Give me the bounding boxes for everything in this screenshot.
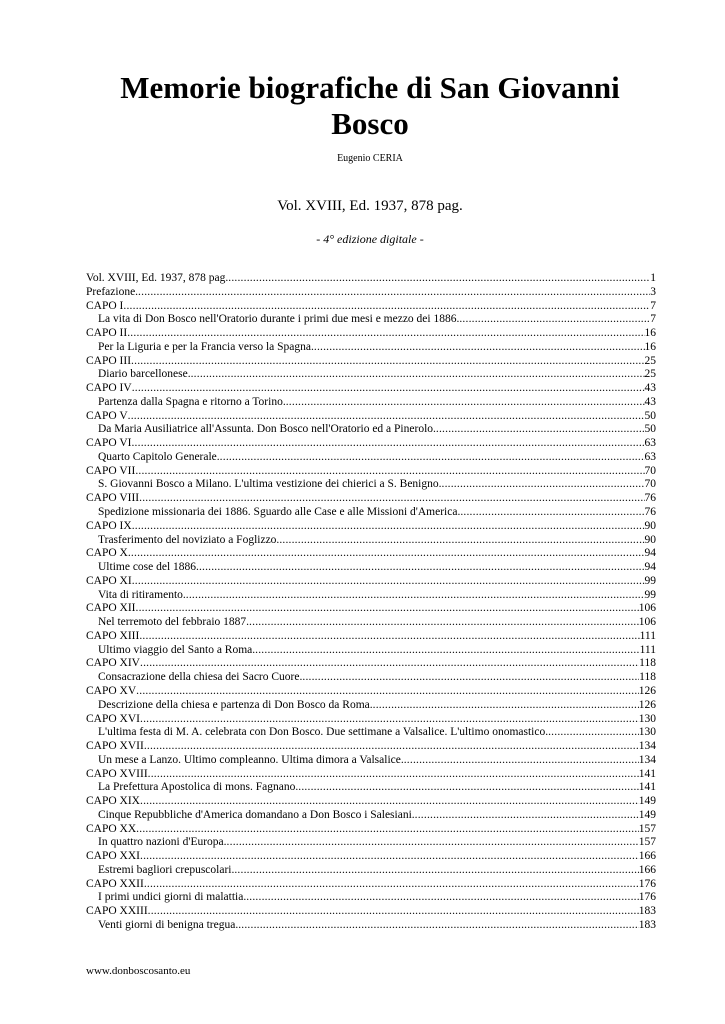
toc-chapter-title[interactable]	[86, 341, 656, 355]
toc-entry-text: CAPO XXII	[86, 877, 144, 890]
toc-entry-text: Diario barcellonese.	[98, 368, 191, 381]
toc-dot-leader	[140, 850, 639, 864]
toc-chapter-title[interactable]	[86, 671, 656, 685]
toc-dot-leader	[139, 630, 639, 644]
toc-page-number: 118	[639, 671, 656, 684]
toc-entry-text: I primi undici giorni di malattia.	[98, 891, 247, 904]
toc-page-number: 149	[638, 808, 656, 821]
toc-entry-text: CAPO XIII	[86, 629, 140, 642]
toc-dot-leader	[442, 478, 645, 492]
toc-dot-leader	[249, 616, 639, 630]
toc-entry-text: CAPO XVI	[86, 712, 140, 725]
toc-chapter-title[interactable]	[86, 478, 656, 492]
toc-chapter-title[interactable]	[86, 919, 656, 933]
toc-entry-text: CAPO I	[86, 299, 124, 312]
toc-page-number: 99	[644, 588, 656, 601]
toc-entry-text: CAPO XVIII	[86, 767, 148, 780]
toc-page-number: 94	[644, 547, 656, 560]
toc-chapter-title[interactable]	[86, 396, 656, 410]
toc-entry-text: Per la Liguria e per la Francia verso la Spagna.	[98, 340, 314, 353]
toc-dot-leader	[140, 657, 639, 671]
toc-chapter-title[interactable]	[86, 836, 656, 850]
toc-dot-leader	[128, 547, 645, 561]
toc-dot-leader	[136, 602, 639, 616]
toc-entry[interactable]	[86, 300, 656, 314]
toc-page-number: 50	[644, 409, 656, 422]
toc-entry[interactable]	[86, 768, 656, 782]
volume-heading: Vol. XVIII, Ed. 1937, 878 pag.	[277, 198, 463, 214]
toc-page-number: 183	[638, 905, 656, 918]
table-of-contents	[86, 272, 656, 933]
toc-page-number: 7	[650, 299, 656, 312]
toc-entry[interactable]	[86, 547, 656, 561]
toc-page-number: 106	[638, 616, 656, 629]
toc-chapter-title[interactable]	[86, 589, 656, 603]
toc-entry-text: CAPO VIII	[86, 492, 140, 505]
toc-page-number: 63	[644, 450, 656, 463]
toc-entry[interactable]	[86, 905, 656, 919]
toc-dot-leader	[302, 671, 639, 685]
toc-entry[interactable]	[86, 795, 656, 809]
toc-chapter-title[interactable]	[86, 891, 656, 905]
toc-entry-text: CAPO III	[86, 354, 132, 367]
toc-dot-leader	[132, 575, 645, 589]
toc-page-number: 166	[638, 850, 656, 863]
toc-chapter-title[interactable]	[86, 644, 656, 658]
toc-page-number: 76	[644, 506, 656, 519]
toc-dot-leader	[144, 878, 639, 892]
toc-dot-leader	[136, 823, 639, 837]
toc-entry-text: CAPO V	[86, 409, 128, 422]
toc-dot-leader	[140, 713, 639, 727]
toc-dot-leader	[227, 836, 639, 850]
toc-entry-text: Ultimo viaggio del Santo a Roma.	[98, 643, 256, 656]
toc-dot-leader	[228, 272, 650, 286]
author: Eugenio CERIA	[337, 153, 403, 164]
toc-chapter-title[interactable]	[86, 616, 656, 630]
toc-entry[interactable]	[86, 355, 656, 369]
toc-entry-text: La Prefettura Apostolica di mons. Fagnano.	[98, 781, 299, 794]
toc-chapter-title[interactable]	[86, 781, 656, 795]
edition-note: - 4° edizione digitale -	[316, 232, 424, 246]
toc-entry-text: CAPO II	[86, 327, 128, 340]
toc-dot-leader	[191, 368, 645, 382]
toc-dot-leader	[246, 891, 639, 905]
toc-page-number: 25	[644, 368, 656, 381]
toc-page-number: 134	[638, 753, 656, 766]
toc-dot-leader	[132, 520, 645, 534]
toc-dot-leader	[298, 781, 638, 795]
toc-page-number: 43	[644, 382, 656, 395]
toc-dot-leader	[460, 506, 644, 520]
toc-page-number: 176	[638, 877, 656, 890]
toc-entry-text: Un mese a Lanzo. Ultimo compleanno. Ultima dimora a Valsalice.	[98, 753, 404, 766]
toc-entry-text: S. Giovanni Bosco a Milano. L'ultima vestizione dei chierici a S. Benigno.	[98, 478, 442, 491]
toc-page-number: 157	[638, 836, 656, 849]
toc-page-number: 176	[638, 891, 656, 904]
toc-page-number: 16	[644, 327, 656, 340]
toc-dot-leader	[128, 410, 645, 424]
toc-entry-text: CAPO VI	[86, 437, 132, 450]
toc-dot-leader	[131, 355, 644, 369]
toc-chapter-title[interactable]	[86, 313, 656, 327]
document-title	[0, 70, 725, 142]
toc-chapter-title[interactable]	[86, 423, 656, 437]
toc-entry[interactable]	[86, 520, 656, 534]
toc-page-number: 7	[650, 313, 656, 326]
toc-entry[interactable]	[86, 575, 656, 589]
title-line-2: Bosco	[331, 106, 409, 141]
toc-page-number: 134	[638, 740, 656, 753]
toc-dot-leader	[459, 313, 650, 327]
toc-dot-leader	[279, 534, 644, 548]
toc-entry-text: CAPO XVII	[86, 740, 144, 753]
toc-entry-text: Consacrazione della chiesa dei Sacro Cuore.	[98, 671, 303, 684]
toc-entry[interactable]	[86, 272, 656, 286]
toc-dot-leader	[127, 327, 644, 341]
toc-entry-text: CAPO XXI	[86, 850, 140, 863]
toc-page-number: 130	[638, 726, 656, 739]
toc-page-number: 106	[638, 602, 656, 615]
toc-dot-leader	[373, 699, 639, 713]
toc-page-number: 99	[644, 574, 656, 587]
toc-dot-leader	[136, 685, 639, 699]
toc-page-number: 166	[638, 863, 656, 876]
toc-dot-leader	[131, 437, 644, 451]
toc-entry-text: Vol. XVIII, Ed. 1937, 878 pag.	[86, 272, 229, 284]
toc-dot-leader	[404, 754, 639, 768]
toc-dot-leader	[138, 286, 650, 300]
toc-dot-leader	[436, 423, 645, 437]
toc-entry-text: CAPO XV	[86, 684, 137, 697]
toc-page-number: 43	[644, 395, 656, 408]
toc-chapter-title[interactable]	[86, 726, 656, 740]
toc-page-number: 141	[638, 781, 656, 794]
toc-chapter-title[interactable]	[86, 561, 656, 575]
toc-entry[interactable]	[86, 602, 656, 616]
toc-entry-text: Spedizione missionaria dei 1886. Sguardo alle Case e alle Missioni d'America.	[98, 506, 461, 519]
toc-entry[interactable]	[86, 878, 656, 892]
toc-page-number: 141	[638, 767, 656, 780]
toc-dot-leader	[314, 341, 645, 355]
toc-chapter-title[interactable]	[86, 809, 656, 823]
toc-entry[interactable]	[86, 437, 656, 451]
toc-page-number: 63	[644, 437, 656, 450]
toc-entry[interactable]	[86, 685, 656, 699]
toc-dot-leader	[220, 451, 645, 465]
toc-entry[interactable]	[86, 657, 656, 671]
toc-dot-leader	[238, 919, 639, 933]
toc-page-number: 126	[638, 684, 656, 697]
toc-dot-leader	[255, 644, 639, 658]
toc-dot-leader	[139, 492, 644, 506]
toc-entry-text: La vita di Don Bosco nell'Oratorio durante i primi due mesi e mezzo dei 1886.	[98, 313, 460, 326]
toc-page-number: 126	[638, 698, 656, 711]
toc-page-number: 111	[639, 629, 656, 642]
toc-dot-leader	[186, 589, 645, 603]
toc-dot-leader	[132, 382, 645, 396]
toc-entry-text: CAPO XIV	[86, 657, 140, 670]
toc-page-number: 70	[644, 478, 656, 491]
toc-entry[interactable]	[86, 823, 656, 837]
toc-chapter-title[interactable]	[86, 864, 656, 878]
toc-entry[interactable]	[86, 465, 656, 479]
toc-page-number: 90	[644, 519, 656, 532]
toc-page-number: 183	[638, 918, 656, 931]
footer-url[interactable]: www.donboscosanto.eu	[86, 965, 191, 977]
toc-entry-text: Estremi bagliori crepuscolari.	[98, 863, 235, 876]
toc-entry-text: Cinque Repubbliche d'America domandano a Don Bosco i Salesiani.	[98, 808, 415, 821]
toc-entry-text: Nel terremoto del febbraio 1887.	[98, 616, 250, 629]
toc-entry-text: CAPO IV	[86, 382, 132, 395]
toc-chapter-title[interactable]	[86, 699, 656, 713]
toc-entry-text: Descrizione della chiesa e partenza di Don Bosco da Roma.	[98, 698, 373, 711]
toc-chapter-title[interactable]	[86, 754, 656, 768]
toc-dot-leader	[135, 465, 644, 479]
toc-page-number: 118	[639, 657, 656, 670]
toc-entry-text: Trasferimento del noviziato a Foglizzo.	[98, 533, 280, 546]
toc-entry-text: CAPO X	[86, 547, 128, 560]
toc-entry[interactable]	[86, 286, 656, 300]
toc-chapter-title[interactable]	[86, 506, 656, 520]
toc-entry-text: CAPO XI	[86, 574, 132, 587]
toc-page-number: 130	[638, 712, 656, 725]
toc-dot-leader	[234, 864, 638, 878]
toc-dot-leader	[415, 809, 639, 823]
toc-page-number: 90	[644, 533, 656, 546]
toc-dot-leader	[286, 396, 645, 410]
toc-page-number: 149	[638, 795, 656, 808]
toc-entry-text: Quarto Capitolo Generale.	[98, 450, 220, 463]
toc-entry-text: CAPO XIX	[86, 795, 140, 808]
toc-dot-leader	[140, 795, 639, 809]
toc-entry-text: Da Maria Ausiliatrice all'Assunta. Don Bosco nell'Oratorio ed a Pinerolo.	[98, 423, 436, 436]
toc-entry-text: Partenza dalla Spagna e ritorno a Torino.	[98, 395, 286, 408]
toc-chapter-title[interactable]	[86, 451, 656, 465]
toc-entry-text: CAPO XII	[86, 602, 136, 615]
toc-page-number: 111	[639, 643, 656, 656]
toc-dot-leader	[548, 726, 639, 740]
toc-dot-leader	[123, 300, 650, 314]
toc-entry-text: Venti giorni di benigna tregua.	[98, 918, 239, 931]
toc-entry-text: CAPO VII	[86, 464, 136, 477]
toc-page-number: 76	[644, 492, 656, 505]
toc-dot-leader	[148, 905, 639, 919]
toc-entry[interactable]	[86, 740, 656, 754]
toc-entry-text: Vita di ritiramento.	[98, 588, 186, 601]
toc-entry-text: In quattro nazioni d'Europa.	[98, 836, 227, 849]
toc-chapter-title[interactable]	[86, 534, 656, 548]
toc-entry[interactable]	[86, 850, 656, 864]
toc-entry[interactable]	[86, 492, 656, 506]
toc-page-number: 50	[644, 423, 656, 436]
toc-page-number: 94	[644, 561, 656, 574]
toc-entry-text: Prefazione.	[86, 285, 139, 298]
toc-page-number: 3	[650, 285, 656, 298]
toc-entry[interactable]	[86, 327, 656, 341]
toc-dot-leader	[144, 740, 639, 754]
toc-page-number: 157	[638, 822, 656, 835]
toc-entry[interactable]	[86, 713, 656, 727]
toc-entry-text: L'ultima festa di M. A. celebrata con Don Bosco. Due settimane a Valsalice. L'ultimo onomastico.	[98, 726, 549, 739]
toc-page-number: 70	[644, 464, 656, 477]
toc-dot-leader	[199, 561, 645, 575]
toc-chapter-title[interactable]	[86, 368, 656, 382]
title-line-1: Memorie biografiche di San Giovanni	[120, 70, 620, 105]
toc-page-number: 16	[644, 340, 656, 353]
toc-entry[interactable]	[86, 410, 656, 424]
toc-entry-text: CAPO XX	[86, 822, 137, 835]
toc-dot-leader	[148, 768, 639, 782]
toc-entry-text: Ultime cose del 1886.	[98, 561, 199, 574]
toc-entry[interactable]	[86, 630, 656, 644]
toc-page-number: 1	[650, 272, 656, 284]
toc-entry[interactable]	[86, 382, 656, 396]
toc-page-number: 25	[644, 354, 656, 367]
toc-entry-text: CAPO XXIII	[86, 905, 148, 918]
toc-entry-text: CAPO IX	[86, 519, 132, 532]
